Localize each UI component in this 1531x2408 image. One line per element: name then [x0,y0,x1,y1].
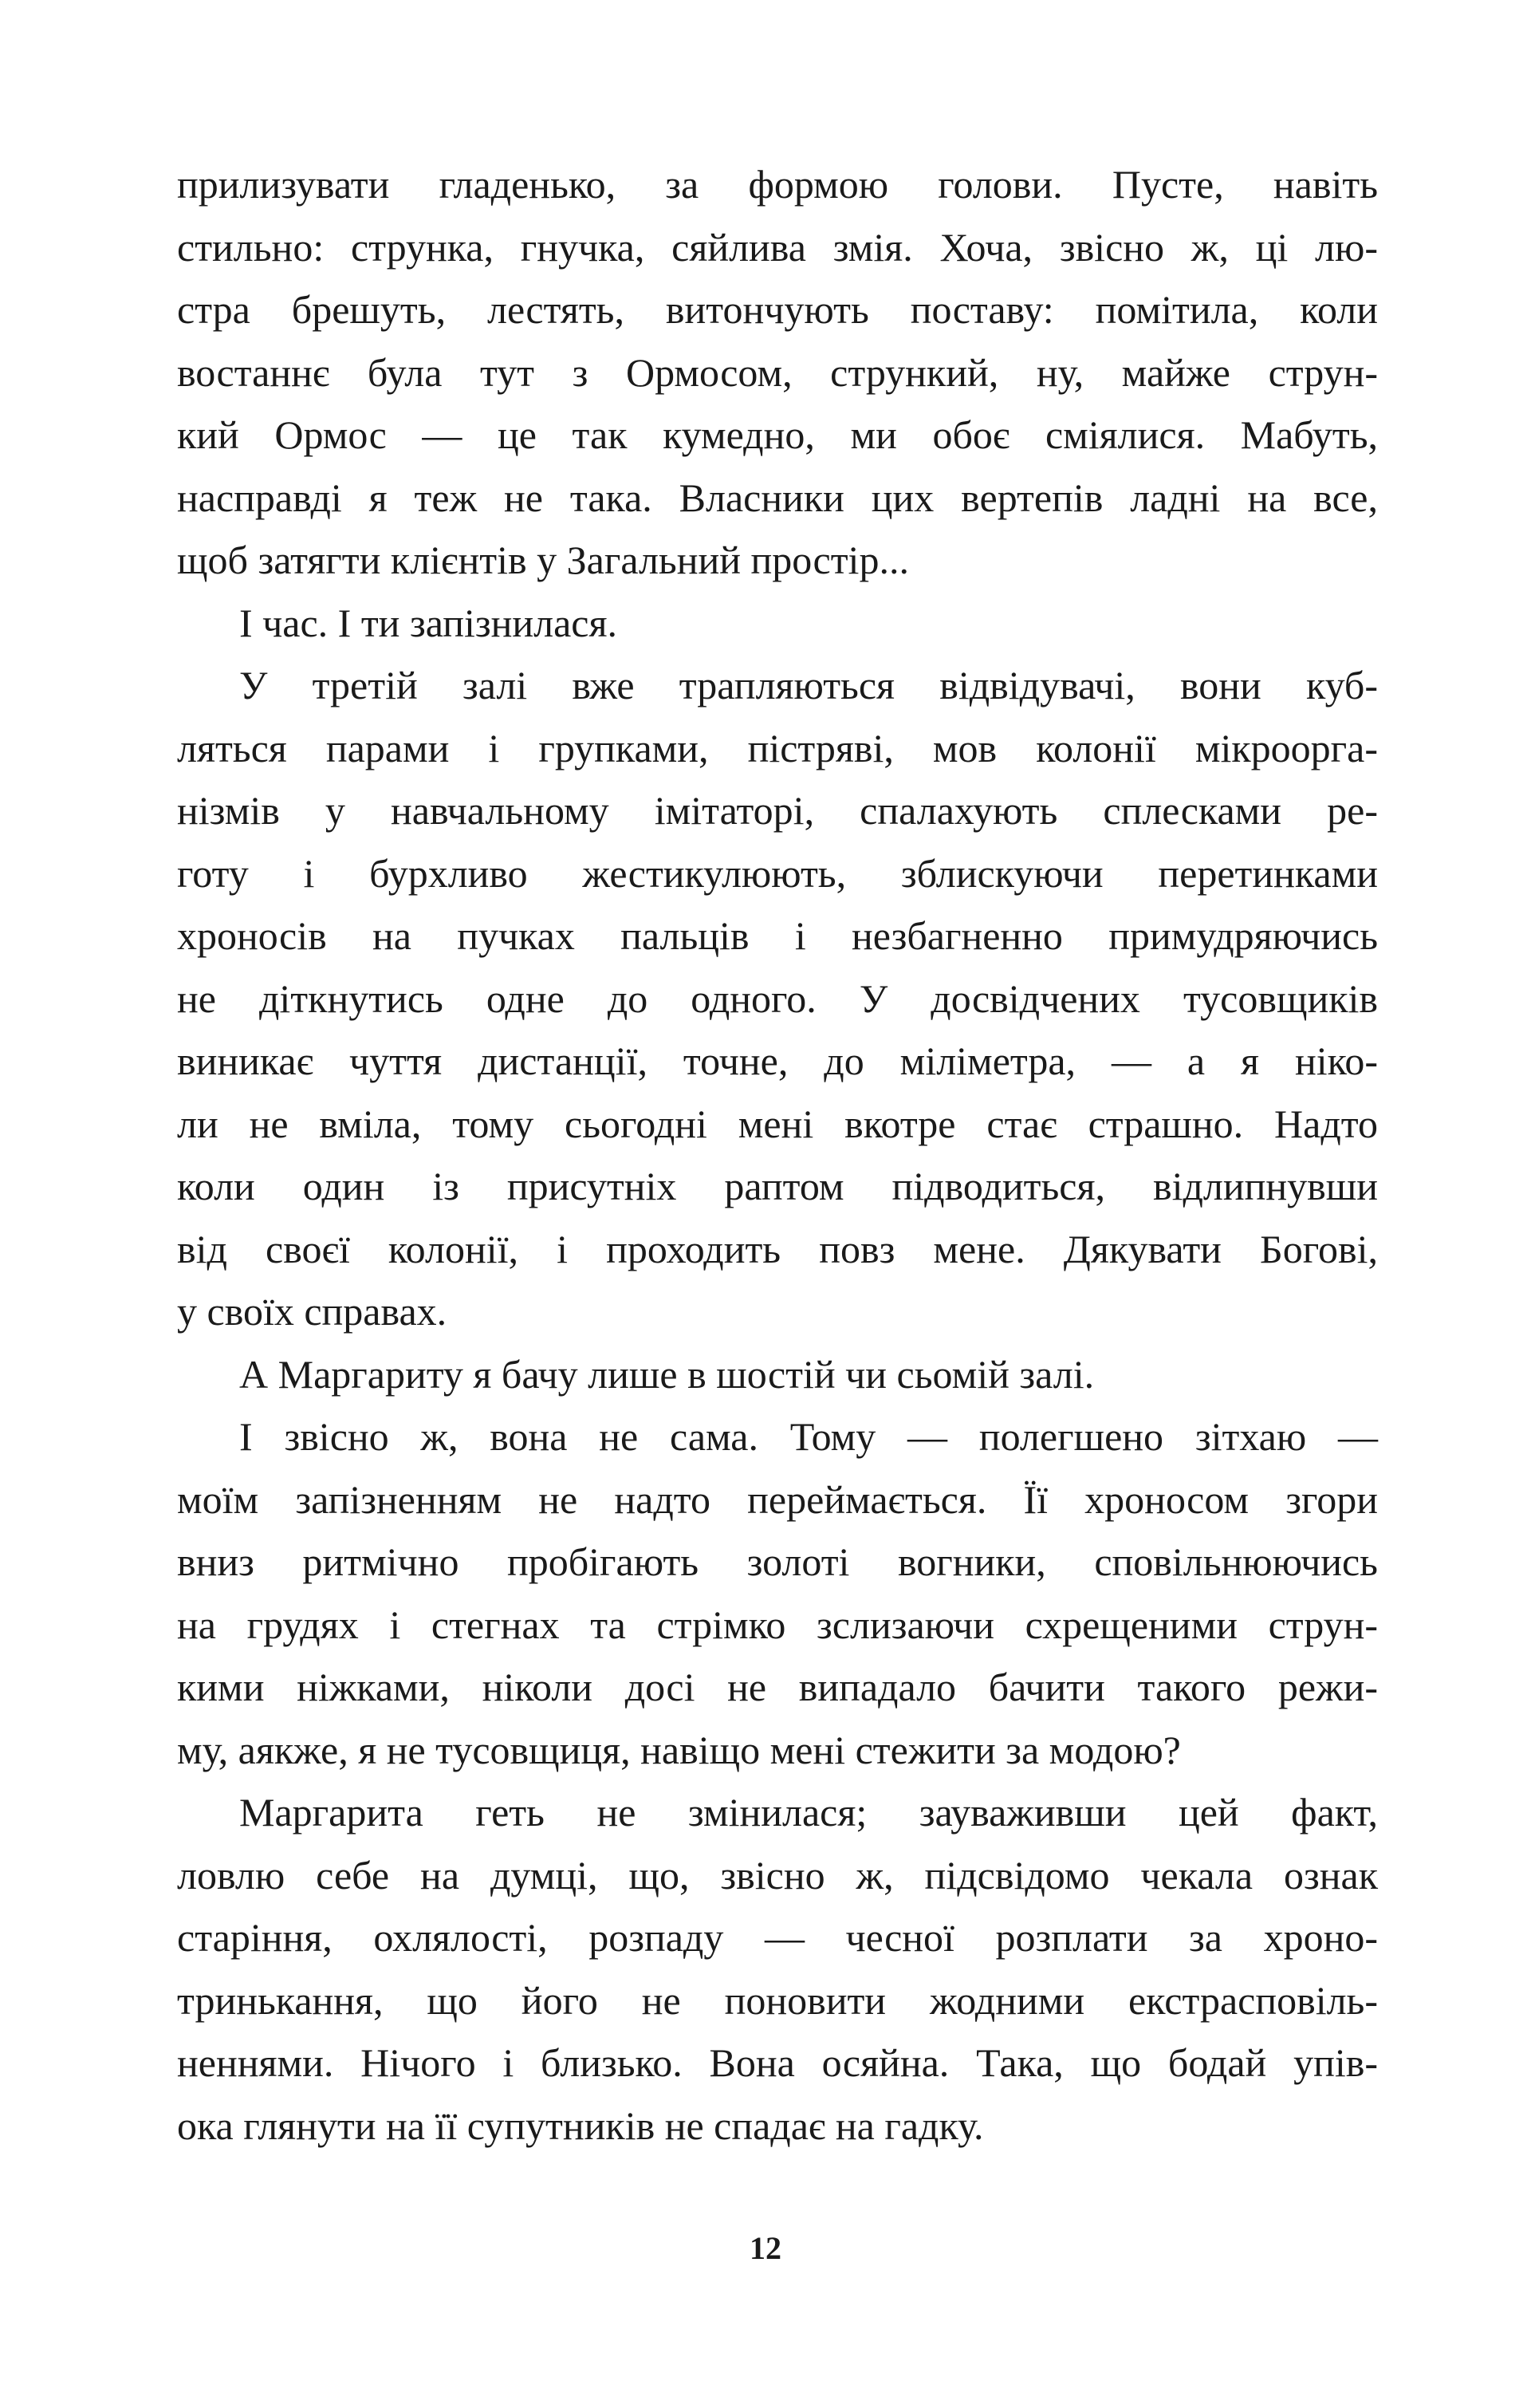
text-line: вниз ритмічно пробігають золоті вогники, сповільнюючись [177,1539,1378,1584]
text-line: на грудях і стегнах та стрімко зслизаючи схрещеними струн- [177,1602,1378,1647]
text-line: старіння, охлялості, розпаду — чесної розплати за хроно- [177,1915,1378,1960]
text-line: му, аякже, я не тусовщиця, навіщо мені стежити за модою? [177,1727,1181,1772]
text-line: кими ніжками, ніколи досі не випадало бачити такого режи- [177,1665,1378,1709]
text-line: не діткнутись одне до одного. У досвідчених тусовщиків [177,975,1378,1021]
text-line: А Маргариту я бачу лише в шостій чи сьомій залі. [239,1351,1095,1397]
text-line: від своєї колонії, і проходить повз мене. Дякувати Богові, [177,1226,1378,1271]
text-line: тринькання, що його не поновити жодними екстрасповіль- [177,1977,1378,2023]
text-line: нізмів у навчальному імітаторі, спалахують сплесками ре- [177,788,1378,833]
text-line: востаннє була тут з Ормосом, стрункий, ну, майже струн- [177,349,1378,395]
text-line: неннями. Нічого і близько. Вона осяйна. Така, що бодай упів- [177,2040,1378,2085]
text-line: Маргарита геть не змінилася; зауваживши цей факт, [239,1790,1378,1835]
text-line: хроносів на пучках пальців і незбагненно примудряючись [177,913,1378,958]
text-line: ловлю себе на думці, що, звісно ж, підсвідомо чекала ознак [177,1852,1378,1898]
paragraph [177,592,1378,655]
text-line: ока глянути на її супутників не спадає на гадку. [177,2103,984,2148]
body-text [177,153,1378,2157]
paragraph [177,1343,1378,1406]
text-line: щоб затягти клієнтів у Загальний простір... [177,538,909,582]
text-line: моїм запізненням не надто переймається. Її хроносом згори [177,1476,1378,1522]
text-line: у своїх справах. [177,1289,447,1334]
text-line: виникає чуття дистанції, точне, до міліметра, — а я ніко- [177,1038,1378,1083]
text-line: прилизувати гладенько, за формою голови. Пусте, навіть [177,162,1378,207]
text-line: стильно: струнка, гнучка, сяйлива змія. Хоча, звісно ж, ці лю- [177,224,1378,270]
paragraph [177,654,1378,1343]
text-line: насправді я теж не така. Власники цих вертепів ладні на все, [177,475,1378,520]
paragraph [177,1781,1378,2157]
text-line: ляться парами і групками, пістряві, мов колонії мікроорга- [177,725,1378,770]
text-line: коли один із присутніх раптом підводиться, відлипнувши [177,1164,1378,1208]
text-line: ли не вміла, тому сьогодні мені вкотре стає страшно. Надто [177,1101,1378,1146]
paragraph [177,153,1378,592]
text-line: готу і бурхливо жестикулюють, зблискуючи перетинками [177,850,1378,896]
text-line: І звісно ж, вона не сама. Тому — полегшено зітхаю — [239,1414,1378,1459]
text-line: стра брешуть, лестять, витончують поставу: помітила, коли [177,287,1378,332]
paragraph [177,1405,1378,1781]
text-line: І час. І ти запізнилася. [239,600,617,645]
text-line: кий Ормос — це так кумедно, ми обоє сміялися. Мабуть, [177,412,1378,457]
page-number: 12 [750,2230,781,2266]
text-line: У третій залі вже трапляються відвідувачі, вони куб- [239,663,1378,707]
